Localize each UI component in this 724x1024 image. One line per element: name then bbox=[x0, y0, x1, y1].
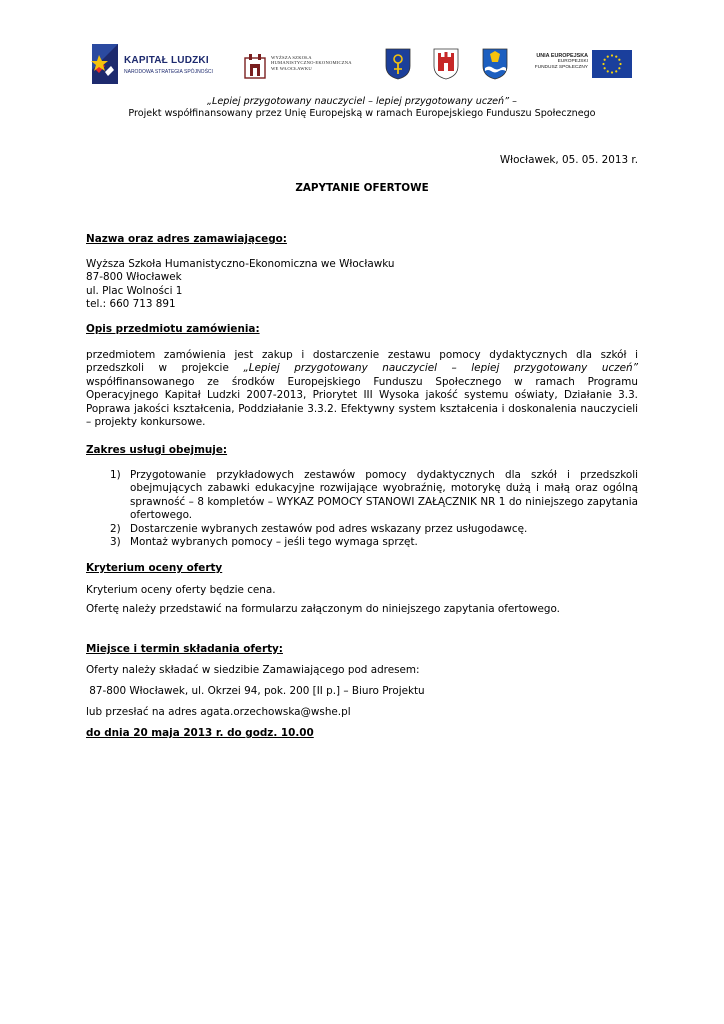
scope-item-text: Przygotowanie przykładowych zestawów pomocy dydaktycznych dla szkół i przedszkoli obejmujących zabawki edukacyjne rozwijające wyobraźnię, motorykę dużą i małą oraz ogólną sprawność – 8 kompletów – WYKAZ POMOCY STANOWI ZAŁĄCZNIK NR 1 do niniejszego zapytania ofertowego. bbox=[130, 469, 638, 522]
subject-text-before: przedmiotem zamówienia jest zakup i dostarczenie zestawu pomocy dydaktycznych dla szkół i przedszkoli w projekcie bbox=[86, 349, 638, 375]
submission-email-line: lub przesłać na adres agata.orzechowska@wshe.pl bbox=[86, 706, 351, 718]
motto-funding-line: Projekt współfinansowany przez Unię Europejską w ramach Europejskiego Funduszu Społecznego bbox=[128, 108, 596, 119]
wshe-line-1: WYŻSZA SZKOŁA bbox=[271, 55, 312, 60]
wshe-logo bbox=[243, 52, 363, 80]
eu-star-icon bbox=[618, 67, 620, 69]
kapital-ludzki-logo bbox=[88, 42, 220, 86]
subject-heading: Opis przedmiotu zamówienia: bbox=[86, 323, 260, 335]
eu-star-icon bbox=[607, 70, 609, 72]
criterion-line-1: Kryterium oceny oferty będzie cena. bbox=[86, 584, 276, 596]
eu-line-3: FUNDUSZ SPOŁECZNY bbox=[534, 65, 588, 71]
scope-item bbox=[86, 523, 638, 536]
document-title: ZAPYTANIE OFERTOWE bbox=[295, 182, 429, 194]
coat-of-arms-1-icon bbox=[385, 48, 411, 80]
kapital-ludzki-emblem-icon bbox=[88, 42, 122, 86]
scope-item-number: 3) bbox=[110, 536, 121, 549]
motto-italic-line: „Lepiej przygotowany nauczyciel – lepiej przygotowany uczeń” – bbox=[207, 96, 517, 107]
subject-paragraph bbox=[86, 349, 638, 429]
eu-star-icon bbox=[604, 67, 606, 69]
submission-line-1: Oferty należy składać w siedzibie Zamawiającego pod adresem: bbox=[86, 664, 420, 676]
eu-star-icon bbox=[619, 63, 621, 65]
eu-star-icon bbox=[604, 59, 606, 61]
scope-item-number: 1) bbox=[110, 469, 121, 481]
submission-deadline: do dnia 20 maja 2013 r. do godz. 10.00 bbox=[86, 727, 314, 739]
scope-list bbox=[86, 469, 638, 549]
wshe-logo-text bbox=[271, 55, 352, 71]
eu-logo bbox=[534, 50, 632, 80]
eu-star-icon bbox=[602, 63, 604, 65]
coat-of-arms-3-icon bbox=[482, 48, 508, 80]
scope-item-text: Montaż wybranych pomocy – jeśli tego wymaga sprzęt. bbox=[130, 536, 418, 549]
criterion-line-2: Ofertę należy przedstawić na formularzu załączonym do niniejszego zapytania ofertowego. bbox=[86, 603, 560, 615]
project-motto bbox=[0, 96, 724, 120]
place-date: Włocławek, 05. 05. 2013 r. bbox=[499, 154, 638, 166]
eu-star-icon bbox=[615, 56, 617, 58]
scope-item-number: 2) bbox=[110, 522, 121, 535]
scope-item bbox=[86, 469, 638, 523]
kapital-ludzki-title: KAPITAŁ LUDZKI bbox=[124, 55, 209, 66]
subject-text-after: współfinansowanego ze środków Europejskiego Funduszu Społecznego w ramach Programu Operacyjnego Kapitał Ludzki 2007-2013, Priorytet III Wysoka jakość systemu oświaty, Działanie 3.3. Poprawa jakości kształcenia, Poddziałanie 3.3.2. Efektywny system kształcenia i doskonalenia nauczycieli – projekty konkursowe. bbox=[86, 375, 638, 429]
subject-project-name: „Lepiej przygotowany nauczyciel – lepiej przygotowany uczeń” bbox=[243, 362, 638, 375]
wshe-line-3: WE WŁOCŁAWKU bbox=[271, 65, 312, 71]
wshe-emblem-icon bbox=[243, 52, 267, 80]
eu-line-1: UNIA EUROPEJSKA bbox=[536, 53, 588, 59]
submission-heading: Miejsce i termin składania oferty: bbox=[86, 643, 283, 655]
ordering-party-address bbox=[86, 258, 638, 312]
eu-logo-text bbox=[535, 53, 588, 72]
coat-of-arms-2-icon bbox=[433, 48, 459, 80]
scope-heading: Zakres usługi obejmuje: bbox=[86, 444, 228, 456]
wshe-line-2: HUMANISTYCZNO-EKONOMICZNA bbox=[271, 60, 352, 66]
eu-flag-icon bbox=[592, 50, 632, 78]
submission-address: 87-800 Włocławek, ul. Okrzei 94, pok. 200 [II p.] – Biuro Projektu bbox=[86, 685, 425, 697]
ordering-party-line: 87-800 Włocławek bbox=[86, 271, 182, 284]
eu-star-icon bbox=[607, 56, 609, 58]
kapital-ludzki-subtitle: NARODOWA STRATEGIA SPÓJNOŚCI bbox=[124, 69, 213, 75]
ordering-party-line: tel.: 660 713 891 bbox=[86, 298, 176, 311]
eu-star-icon bbox=[611, 71, 613, 73]
eu-line-2: EUROPEJSKI bbox=[557, 59, 588, 65]
eu-star-icon bbox=[615, 70, 617, 72]
eu-star-icon bbox=[611, 54, 613, 56]
ordering-party-line: Wyższa Szkoła Humanistyczno-Ekonomiczna we Włocławku bbox=[86, 258, 395, 270]
ordering-party-heading: Nazwa oraz adres zamawiającego: bbox=[86, 233, 287, 245]
scope-item bbox=[86, 536, 638, 549]
criterion-heading: Kryterium oceny oferty bbox=[86, 562, 223, 574]
eu-star-icon bbox=[618, 59, 620, 61]
ordering-party-line: ul. Plac Wolności 1 bbox=[86, 284, 183, 297]
scope-item-text: Dostarczenie wybranych zestawów pod adres wskazany przez usługodawcę. bbox=[130, 522, 528, 535]
